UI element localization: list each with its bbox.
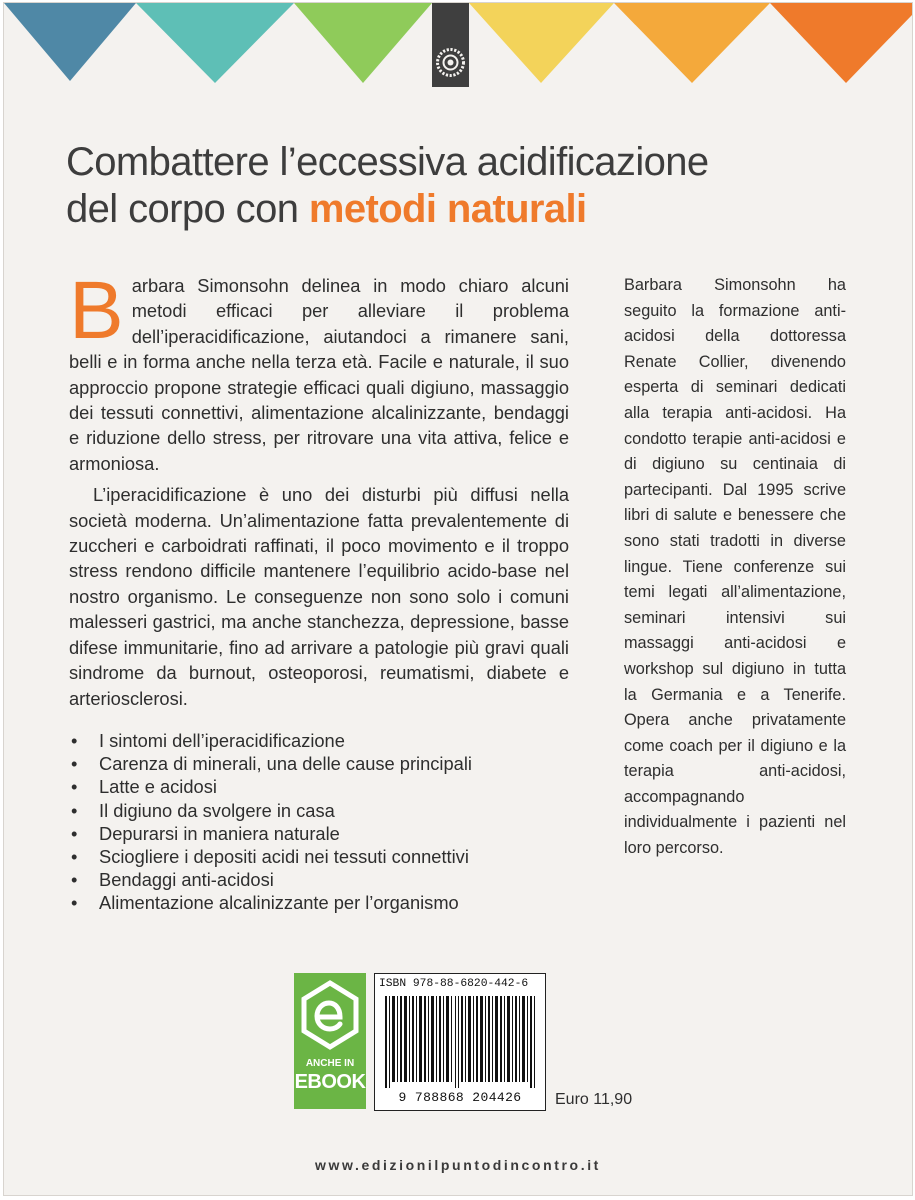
list-item: • Carenza di minerali, una delle cause principali bbox=[69, 752, 569, 775]
list-item: • Il digiuno da svolgere in casa bbox=[69, 799, 569, 822]
barcode-area bbox=[374, 973, 546, 1111]
headline-accent: metodi naturali bbox=[308, 187, 587, 231]
ebook-label-big: EBOOK bbox=[294, 1071, 366, 1093]
price: Euro 11,90 bbox=[555, 1091, 633, 1108]
headline-line-2 bbox=[66, 186, 846, 233]
back-cover bbox=[3, 2, 913, 1196]
barcode-digits: 9 788868 204426 bbox=[398, 1090, 522, 1105]
description-column bbox=[69, 265, 569, 915]
list-item: • I sintomi dell’iperacidificazione bbox=[69, 729, 569, 752]
sun-logo-icon bbox=[435, 47, 466, 78]
headline-line-1: Combattere l’eccessiva acidificazione bbox=[66, 140, 709, 184]
drop-cap: B bbox=[69, 265, 124, 356]
bunting-flag-blue bbox=[4, 3, 136, 81]
ebook-label-small: ANCHE IN bbox=[305, 1058, 355, 1069]
bunting-flag-teal bbox=[136, 3, 294, 83]
headline-line-2-prefix: del corpo con bbox=[66, 187, 309, 231]
second-paragraph: L’iperacidificazione è uno dei disturbi più diffusi nella società moderna. Un’alimentazione fatta prevalentemente di zuccheri e carboidrati raffinati, il poco movimento e il troppo stress rendono difficile mantenere l’equilibrio acido-base nel nostro organismo. Le conseguenze non sono solo i comuni malesseri gastrici, ma anche stanchezza, depressione, basse difese immunitarie, fino ad arrivare a patologie più gravi quali sindrome da burnout, osteoporosi, reumatismi, diabete e arteriosclerosi. bbox=[69, 484, 569, 709]
barcode-icon bbox=[383, 996, 537, 1088]
topics-list bbox=[69, 729, 569, 915]
list-item: • Latte e acidosi bbox=[69, 775, 569, 798]
publisher-website: www.edizionilpuntodincontro.it bbox=[315, 1157, 601, 1173]
list-item: • Sciogliere i depositi acidi nei tessuti connettivi bbox=[69, 845, 569, 868]
bunting-flag-light-orange bbox=[614, 3, 770, 83]
list-item: • Alimentazione alcalinizzante per l’organismo bbox=[69, 891, 569, 914]
list-item: • Bendaggi anti-acidosi bbox=[69, 868, 569, 891]
intro-paragraph bbox=[69, 265, 569, 476]
cover-headline bbox=[66, 139, 846, 233]
list-item: • Depurarsi in maniera naturale bbox=[69, 822, 569, 845]
bunting-flag-yellow bbox=[469, 3, 614, 83]
author-bio: Barbara Simonsohn ha seguito la formazione anti-acidosi della dottoressa Renate Collier, divenendo esperta di seminari dedicati alla terapia anti-acidosi. Ha condotto terapie anti-acidosi e di digiuno su centinaia di partecipanti. Dal 1995 scrive libri di salute e benessere che sono stati tradotti in diverse lingue. Tiene conferenze sui temi legati all’alimentazione, seminari intensivi sui massaggi anti-acidosi e workshop sul digiuno in tutta la Germania e a Tenerife. Opera anche privatamente come coach per il digiuno e la terapia anti-acidosi, accompagnando individualmente i pazienti nel loro percorso. bbox=[624, 276, 846, 858]
intro-paragraph-text: arbara Simonsohn delinea in modo chiaro alcuni metodi efficaci per alleviare il problema dell’iperacidificazione, aiutandoci a rimanere sani, belli e in forma anche nella terza età. Facile e naturale, il suo approccio propone strategie efficaci quali digiuno, massaggio dei tessuti connettivi, alimentazione alcalinizzante, bendaggi e riduzione dello stress, per ritrovare una vita attiva, felice e armoniosa. bbox=[69, 275, 569, 474]
bunting-flag-green bbox=[294, 3, 432, 83]
isbn-number: ISBN 978-88-6820-442-6 bbox=[379, 978, 529, 990]
ebook-badge bbox=[294, 973, 366, 1109]
publisher-logo bbox=[432, 3, 469, 87]
ebook-e-icon bbox=[294, 977, 366, 1057]
bunting-flag-orange bbox=[770, 3, 912, 83]
